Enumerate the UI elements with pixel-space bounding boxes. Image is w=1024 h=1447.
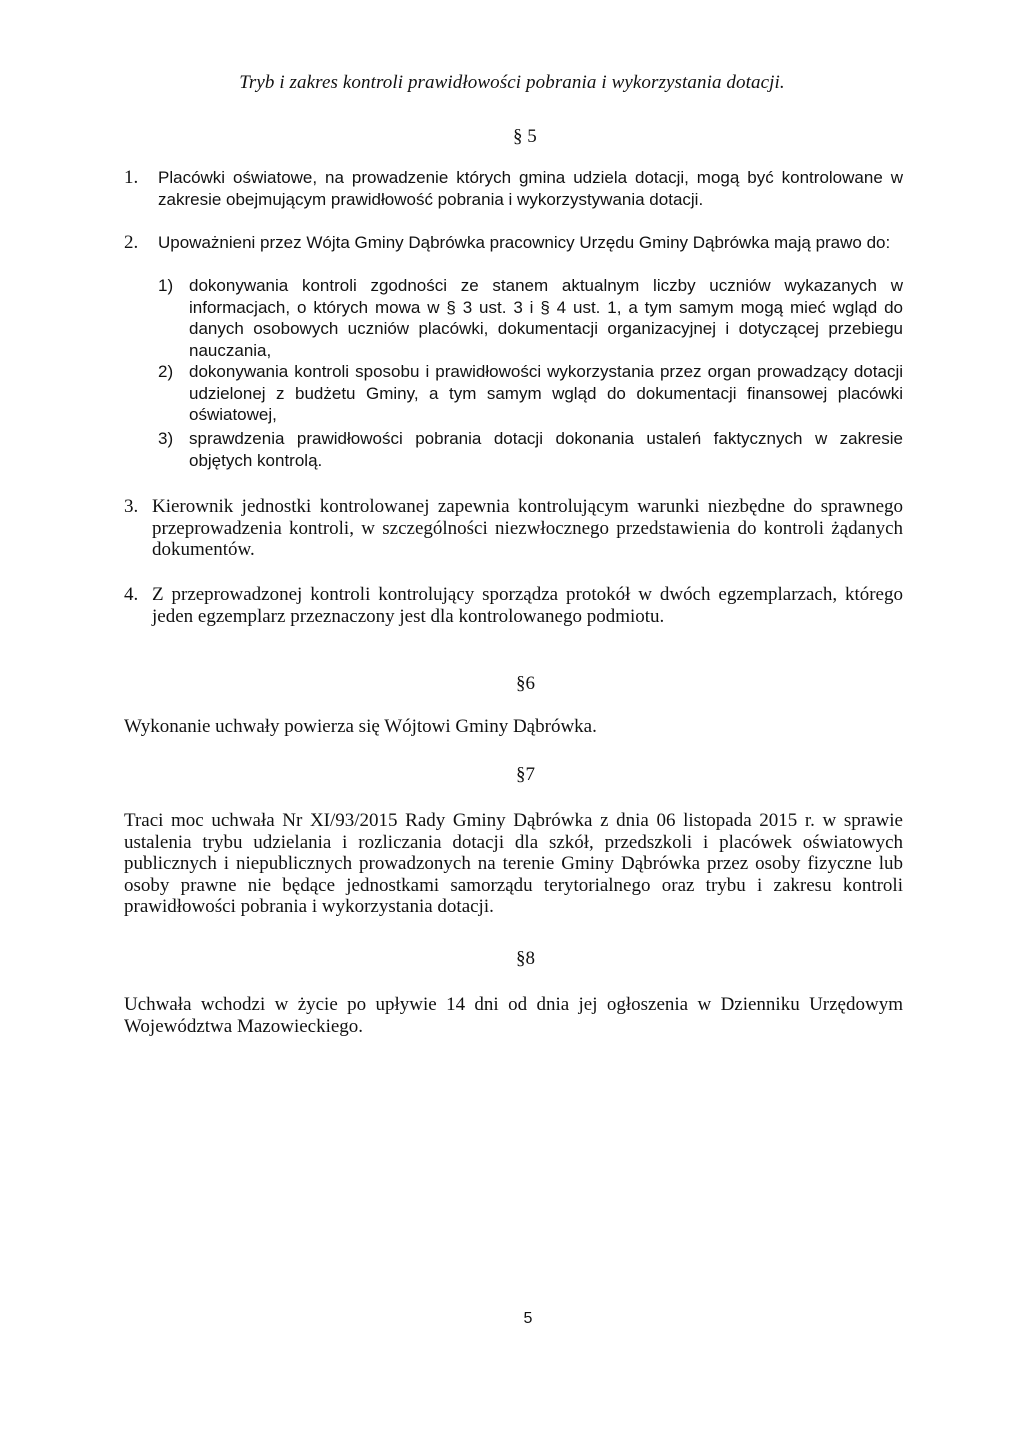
section-7-mark: §7 bbox=[516, 764, 535, 785]
section-8-text: Uchwała wchodzi w życie po upływie 14 dni od dnia jej ogłoszenia w Dzienniku Urzędowym Województwa Mazowieckiego. bbox=[124, 994, 903, 1037]
section-6-text: Wykonanie uchwały powierza się Wójtowi Gminy Dąbrówka. bbox=[124, 716, 597, 737]
section-8-mark: §8 bbox=[516, 948, 535, 969]
item-2-subitem-3 bbox=[158, 428, 903, 472]
item-3-text: Kierownik jednostki kontrolowanej zapewnia kontrolującym warunki niezbędne do sprawnego przeprowadzenia kontroli, w szczególności niezwłocznego przedstawienia do kontroli żądanych dokumentów. bbox=[152, 496, 903, 560]
item-1-number: 1. bbox=[124, 167, 139, 188]
subitem-3-text: sprawdzenia prawidłowości pobrania dotacji dokonania ustaleń faktycznych w zakresie objętych kontrolą. bbox=[189, 429, 903, 470]
item-2-text: Upoważnieni przez Wójta Gminy Dąbrówka pracownicy Urzędu Gminy Dąbrówka mają prawo do: bbox=[158, 233, 891, 252]
section-7-text: Traci moc uchwała Nr XI/93/2015 Rady Gminy Dąbrówka z dnia 06 listopada 2015 r. w sprawie ustalenia trybu udzielania i rozliczania dotacji dla szkół, przedszkoli i placówek oświatowych publicznych i niepublicznych prowadzonych na terenie Gminy Dąbrówka przez osoby fizyczne lub osoby prawne nie będące jednostkami samorządu terytorialnego oraz trybu i zakresu kontroli prawidłowości pobrania i wykorzystania dotacji. bbox=[124, 810, 903, 917]
subitem-1-number: 1) bbox=[158, 276, 174, 295]
document-title: Tryb i zakres kontroli prawidłowości pobrania i wykorzystania dotacji. bbox=[239, 72, 785, 93]
subitem-2-text: dokonywania kontroli sposobu i prawidłowości wykorzystania przez organ prowadzący dotacji udzielonej z budżetu Gminy, a tym samym wgląd do dokumentacji finansowej placówki oświatowej, bbox=[189, 362, 903, 424]
section-6-mark: §6 bbox=[516, 673, 535, 694]
item-2-subitem-2 bbox=[158, 361, 903, 427]
subitem-3-number: 3) bbox=[158, 429, 174, 448]
item-2-number: 2. bbox=[124, 232, 139, 253]
item-4-number: 4. bbox=[124, 584, 139, 605]
item-1-text: Placówki oświatowe, na prowadzenie których gmina udziela dotacji, mogą być kontrolowane w zakresie obejmującym prawidłowość pobrania i wykorzystywania dotacji. bbox=[158, 168, 903, 209]
page-number: 5 bbox=[523, 1310, 533, 1327]
item-3-number: 3. bbox=[124, 496, 139, 517]
subitem-2-number: 2) bbox=[158, 362, 174, 381]
subitem-1-text: dokonywania kontroli zgodności ze stanem aktualnym liczby uczniów wykazanych w informacjach, o których mowa w § 3 ust. 3 i § 4 ust. 1, a tym samym mogą mieć wgląd do danych osobowych uczniów placówki, dokumentacji organizacyjnej i dotyczącej przebiegu nauczania, bbox=[189, 276, 903, 360]
section-5-mark: § 5 bbox=[513, 126, 537, 147]
item-4-text: Z przeprowadzonej kontroli kontrolujący sporządza protokół w dwóch egzemplarzach, którego jeden egzemplarz przeznaczony jest dla kontrolowanego podmiotu. bbox=[152, 584, 903, 627]
item-2-subitem-1 bbox=[158, 275, 903, 365]
